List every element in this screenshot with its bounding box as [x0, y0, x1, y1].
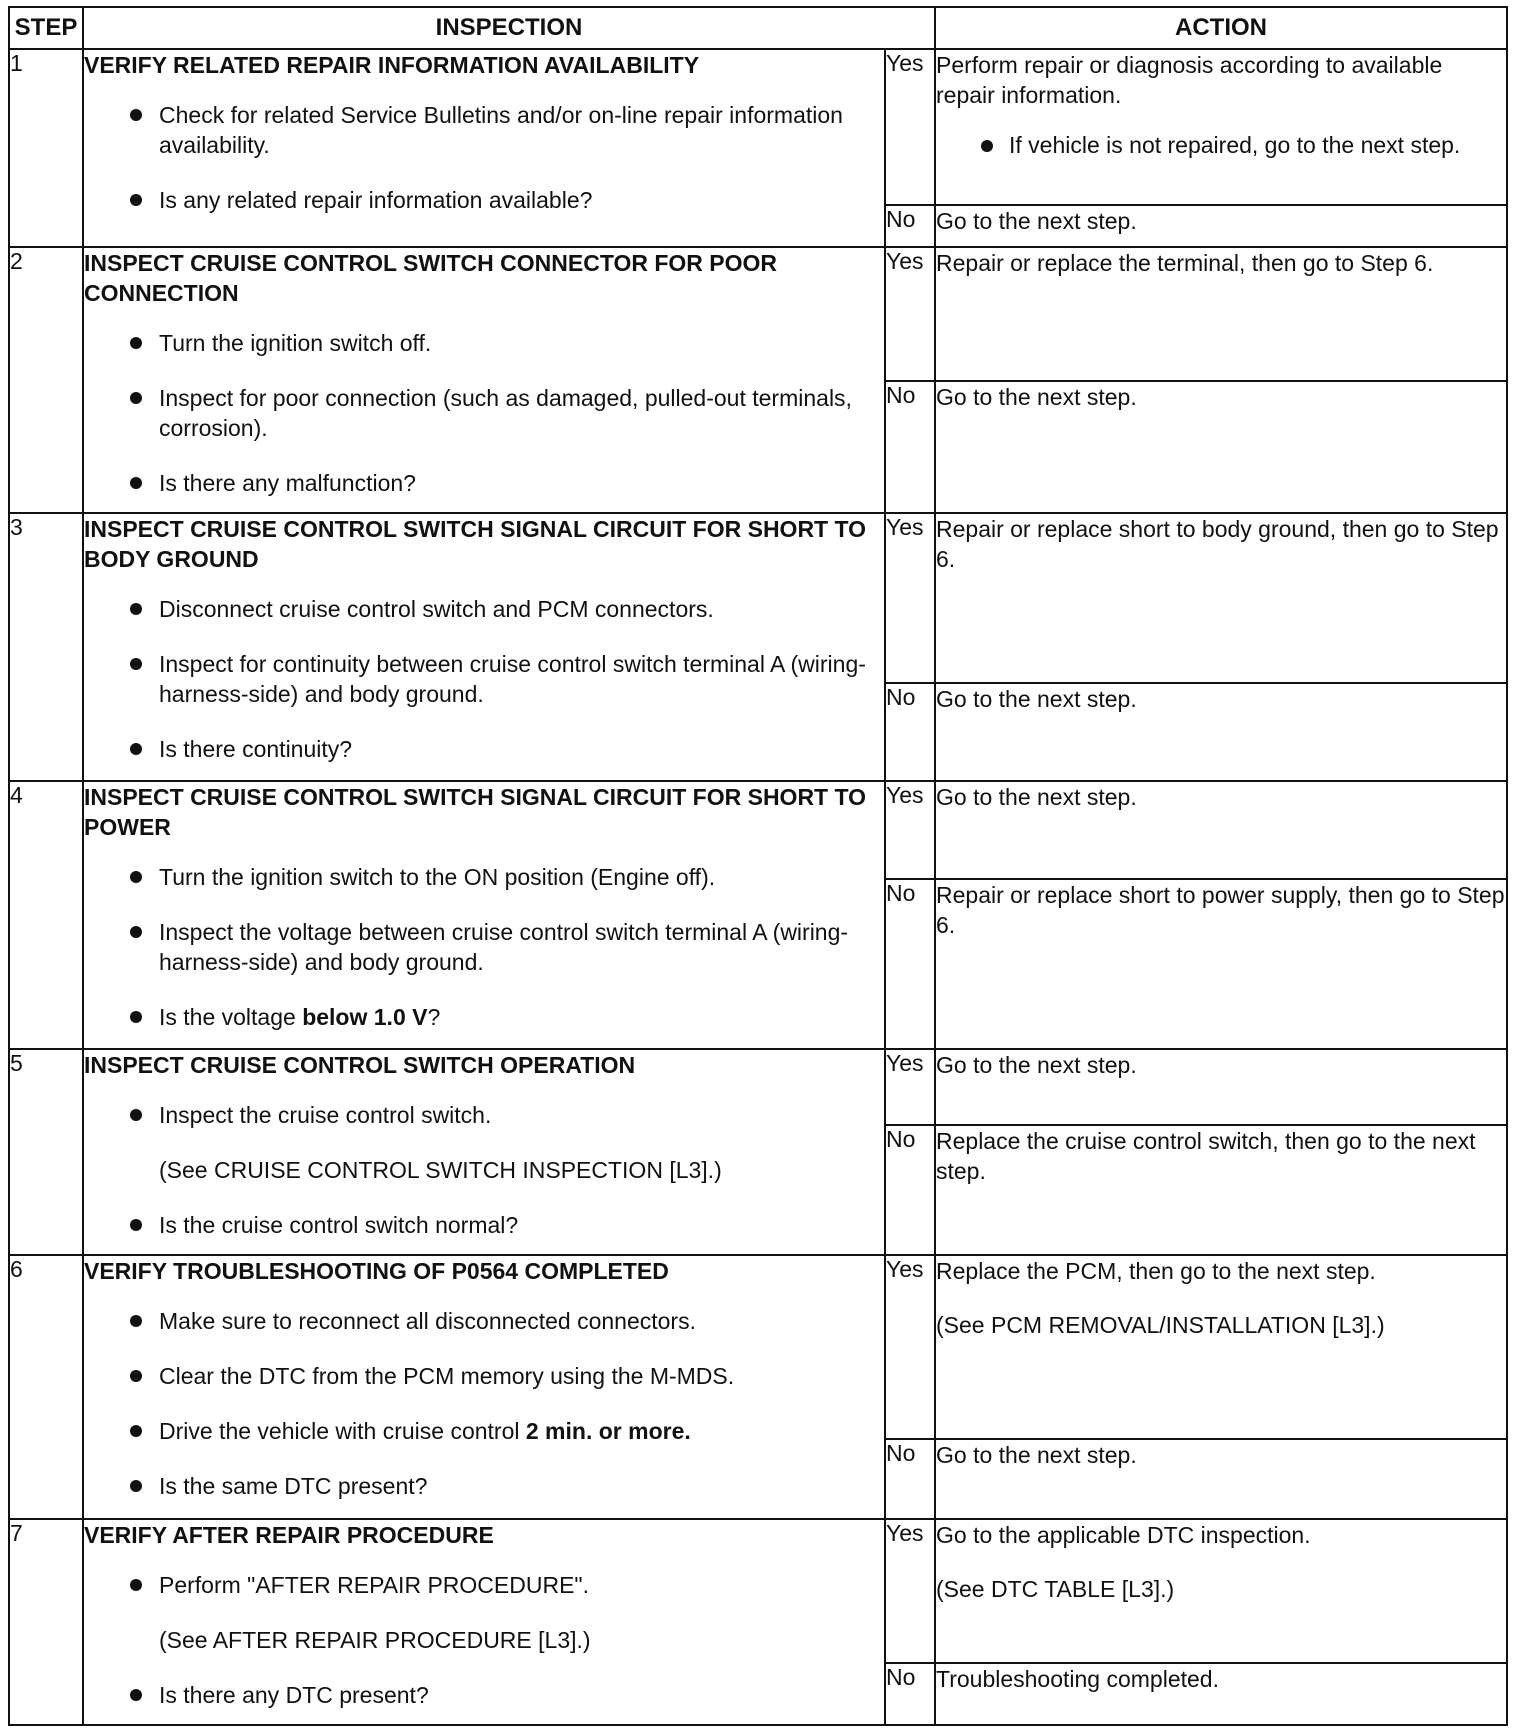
bullet-icon [130, 109, 142, 121]
yes-label: Yes [885, 1049, 935, 1125]
header-inspection: INSPECTION [83, 7, 935, 49]
inspection-bullet: Is there any DTC present? [84, 1680, 884, 1710]
inspection-bullet: Is there continuity? [84, 734, 884, 764]
inspection-note: (See CRUISE CONTROL SWITCH INSPECTION [L3].) [159, 1157, 722, 1183]
step-number: 5 [9, 1049, 83, 1255]
step-inspection [83, 49, 885, 247]
inspection-bullet: Inspect for poor connection (such as damaged, pulled-out terminals, corrosion). [84, 383, 884, 443]
bullet-icon [130, 1011, 142, 1023]
step-row-7 [9, 1519, 1507, 1663]
step-title: INSPECT CRUISE CONTROL SWITCH SIGNAL CIRCUIT FOR SHORT TO BODY GROUND [84, 516, 867, 572]
yes-action: Go to the applicable DTC inspection. (See DTC TABLE [L3].) [935, 1519, 1507, 1663]
inspection-bullet: Is the cruise control switch normal? [84, 1210, 884, 1240]
step-inspection [83, 1049, 885, 1255]
inspection-bullet: Is the same DTC present? [84, 1471, 884, 1501]
step-inspection [83, 1519, 885, 1725]
bullet-icon [981, 140, 993, 152]
inspection-bullet: Perform "AFTER REPAIR PROCEDURE". [84, 1570, 884, 1600]
step-number: 3 [9, 513, 83, 781]
inspection-bullet: Check for related Service Bulletins and/or on-line repair information availability. [84, 100, 884, 160]
step-number: 2 [9, 247, 83, 513]
step-row-2 [9, 247, 1507, 381]
no-action: Go to the next step. [935, 683, 1507, 781]
bullet-icon [130, 194, 142, 206]
inspection-table [8, 6, 1508, 1726]
yes-action: Go to the next step. [935, 781, 1507, 879]
bullet-icon [130, 871, 142, 883]
step-title: VERIFY AFTER REPAIR PROCEDURE [84, 1522, 494, 1548]
inspection-bullet: Turn the ignition switch to the ON position (Engine off). [84, 862, 884, 892]
step-title: VERIFY RELATED REPAIR INFORMATION AVAILABILITY [84, 52, 700, 78]
no-action: Troubleshooting completed. [935, 1663, 1507, 1725]
no-action: Go to the next step. [935, 381, 1507, 513]
inspection-bullet: Is any related repair information available? [84, 185, 884, 215]
yes-action: Replace the PCM, then go to the next step. (See PCM REMOVAL/INSTALLATION [L3].) [935, 1255, 1507, 1439]
bullet-icon [130, 1315, 142, 1327]
bullet-icon [130, 1480, 142, 1492]
bullet-icon [130, 392, 142, 404]
no-action: Go to the next step. [935, 205, 1507, 247]
yes-action: Perform repair or diagnosis according to available repair information. If vehicle is not repaired, go to the next step. [935, 49, 1507, 205]
yes-label: Yes [885, 513, 935, 683]
no-action: Repair or replace short to power supply, then go to Step 6. [935, 879, 1507, 1049]
inspection-note: (See AFTER REPAIR PROCEDURE [L3].) [159, 1627, 591, 1653]
step-inspection [83, 247, 885, 513]
no-action: Go to the next step. [935, 1439, 1507, 1519]
action-bullet: If vehicle is not repaired, go to the next step. [936, 130, 1506, 160]
step-row-5 [9, 1049, 1507, 1125]
yes-label: Yes [885, 1519, 935, 1663]
inspection-bullet: Drive the vehicle with cruise control 2 min. or more. [84, 1416, 884, 1446]
inspection-bullet: Turn the ignition switch off. [84, 328, 884, 358]
step-number: 7 [9, 1519, 83, 1725]
no-label: No [885, 879, 935, 1049]
inspection-bullet: Inspect the voltage between cruise control switch terminal A (wiring-harness-side) and body ground. [84, 917, 884, 977]
inspection-bullet: Inspect the cruise control switch. [84, 1100, 884, 1130]
yes-label: Yes [885, 49, 935, 205]
step-title: INSPECT CRUISE CONTROL SWITCH CONNECTOR FOR POOR CONNECTION [84, 250, 778, 306]
step-title: VERIFY TROUBLESHOOTING OF P0564 COMPLETED [84, 1258, 669, 1284]
header-step: STEP [9, 7, 83, 49]
step-number: 4 [9, 781, 83, 1049]
bullet-icon [130, 1370, 142, 1382]
step-title: INSPECT CRUISE CONTROL SWITCH OPERATION [84, 1052, 636, 1078]
step-inspection [83, 781, 885, 1049]
no-label: No [885, 683, 935, 781]
yes-label: Yes [885, 1255, 935, 1439]
bullet-icon [130, 337, 142, 349]
yes-action: Repair or replace the terminal, then go to Step 6. [935, 247, 1507, 381]
action-note: (See PCM REMOVAL/INSTALLATION [L3].) [936, 1312, 1385, 1338]
inspection-bullet: Make sure to reconnect all disconnected connectors. [84, 1306, 884, 1336]
no-action: Replace the cruise control switch, then go to the next step. [935, 1125, 1507, 1255]
header-action: ACTION [935, 7, 1507, 49]
bullet-icon [130, 743, 142, 755]
bullet-icon [130, 603, 142, 615]
no-label: No [885, 205, 935, 247]
step-row-1 [9, 49, 1507, 205]
inspection-bullet: Is there any malfunction? [84, 468, 884, 498]
step-row-4 [9, 781, 1507, 879]
bullet-icon [130, 477, 142, 489]
action-note: (See DTC TABLE [L3].) [936, 1576, 1175, 1602]
yes-action: Repair or replace short to body ground, then go to Step 6. [935, 513, 1507, 683]
no-label: No [885, 1125, 935, 1255]
step-inspection [83, 513, 885, 781]
no-label: No [885, 1663, 935, 1725]
no-label: No [885, 1439, 935, 1519]
yes-action: Go to the next step. [935, 1049, 1507, 1125]
step-inspection [83, 1255, 885, 1519]
header-row [9, 7, 1507, 49]
bullet-icon [130, 1425, 142, 1437]
procedure-page [8, 6, 1506, 1726]
step-number: 6 [9, 1255, 83, 1519]
step-title: INSPECT CRUISE CONTROL SWITCH SIGNAL CIRCUIT FOR SHORT TO POWER [84, 784, 867, 840]
bullet-icon [130, 658, 142, 670]
bullet-icon [130, 926, 142, 938]
yes-label: Yes [885, 781, 935, 879]
inspection-bullet: Is the voltage below 1.0 V? [84, 1002, 884, 1032]
yes-label: Yes [885, 247, 935, 381]
inspection-bullet: Clear the DTC from the PCM memory using the M-MDS. [84, 1361, 884, 1391]
no-label: No [885, 381, 935, 513]
step-row-6 [9, 1255, 1507, 1439]
step-number: 1 [9, 49, 83, 247]
step-row-3 [9, 513, 1507, 683]
inspection-bullet: Inspect for continuity between cruise control switch terminal A (wiring-harness-side) and body ground. [84, 649, 884, 709]
bullet-icon [130, 1689, 142, 1701]
bullet-icon [130, 1109, 142, 1121]
bullet-icon [130, 1579, 142, 1591]
bullet-icon [130, 1219, 142, 1231]
inspection-bullet: Disconnect cruise control switch and PCM connectors. [84, 594, 884, 624]
